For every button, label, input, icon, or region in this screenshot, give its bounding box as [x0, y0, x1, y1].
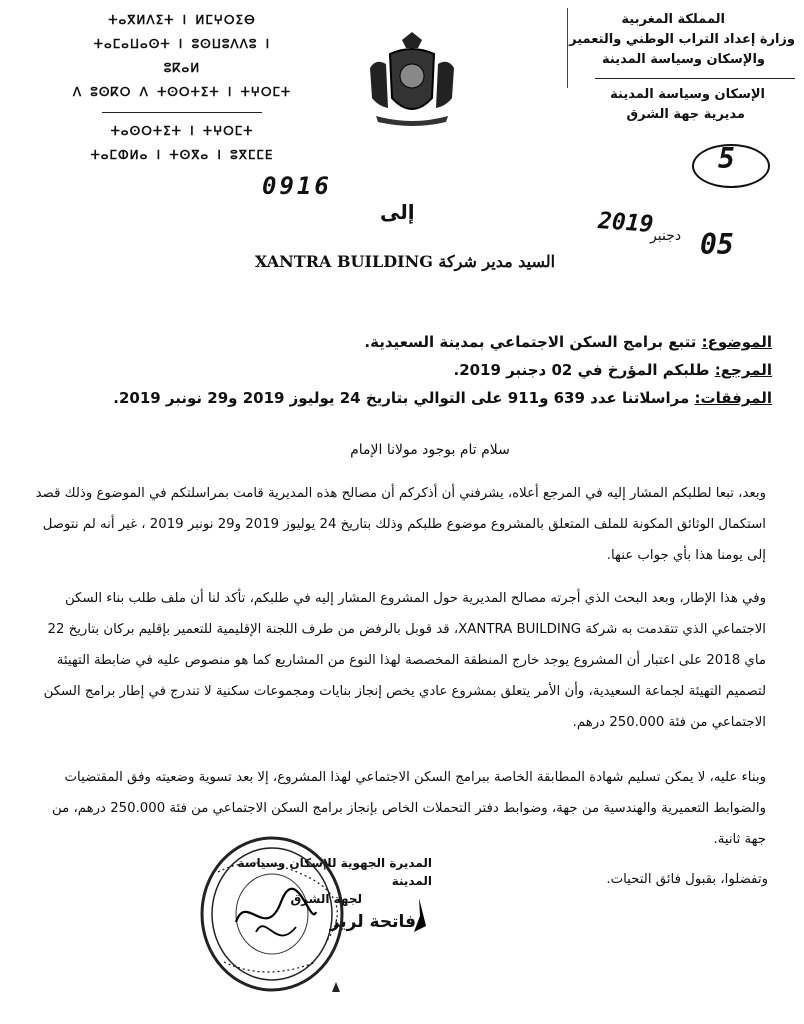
header-divider-left [102, 112, 262, 113]
ar-header-line-3: والإسكان وسياسة المدينة [602, 52, 765, 67]
ref-attachments [72, 384, 772, 412]
arabic-header-block [540, 10, 795, 125]
closing: وتفضلوا، بقبول فائق التحيات. [606, 872, 768, 887]
ref-subject-key: الموضوع: [701, 333, 772, 351]
page-number: 5 [718, 142, 735, 175]
signature-title-line-2: لجهة الشرق [290, 892, 362, 906]
coat-of-arms-icon [362, 28, 462, 128]
paragraph-3: وبناء عليه، لا يمكن تسليم شهادة المطابقة الخاصة ببرامج السكن الاجتماعي لهذا المشروع، إلا بعد تسوية وضعيته وفق المقتضيات والضوابط التعميرية والهندسية من جهة، وضوابط دفتر التحملات الخاص بإنجاز برامج السكن الاجتماعي من فئة 250.000 درهم، من جهة ثانية. [52, 770, 766, 847]
ref-reference-key: المرجع: [714, 361, 772, 379]
tif-line-1: ⵜⴰⴳⵍⴷⵉⵜ ⵏ ⵍⵎⵖⵔⵉⴱ [108, 13, 256, 27]
ar-header-line-2: وزارة إعداد التراب الوطني والتعمير [569, 32, 795, 47]
ref-reference [72, 356, 772, 384]
reference-number: 0916 [262, 172, 332, 200]
greeting: سلام تام بوجود مولانا الإمام [350, 442, 510, 458]
date-day: 05 [700, 228, 734, 261]
ar-header-line-5: مديرية جهة الشرق [626, 107, 745, 122]
tif-line-2: ⵜⴰⵎⴰⵡⴰⵙⵜ ⵏ ⵓⵙⵡⵓⴷⴷⵓ ⵏ ⵓⴽⴰⵍ [93, 37, 271, 75]
ref-attachments-key: المرفقات: [694, 389, 772, 407]
paragraph-1: وبعد، تبعا لطلبكم المشار إليه في المرجع أعلاه، يشرفني أن أذكركم أن مصالح هذه المديرية قامت بمراسلتكم في الموضوع وذلك قصد استكمال الوثائق المكونة للملف المتعلق بالمشروع موضوع طلبكم وذلك بتاريخ 24 يوليوز 2019 و29 نونبر 2019 ، غير أنه لم نتوصل إلى يومنا هذا بأي جواب عنها. [35, 486, 766, 563]
header-divider-right [595, 78, 795, 79]
paragraph-2: وفي هذا الإطار، وبعد البحث الذي أجرته مصالح المديرية حول المشروع المشار إليه في طلبكم، تأكد لنا أن ملف طلب بناء السكن الاجتماعي الذي تتقدمت به شركة XANTRA BUILDING، قد قوبل بالرفض من طرف اللجنة الإقليمية للتعمير بإقليم بركان بتاريخ 22 ماي 2018 على اعتبار أن المشروع يوجد خارج المنطقة المخصصة لهذا النوع من المشاريع كما هو منصوص عليه في ضابطة التهيئة لتصميم التهيئة لجماعة السعيدية، وأن الأمر يتعلق بمشروع عادي يخص إنجاز بنايات ومجموعات سكنية لا تندرج في إطار برامج السكن الاجتماعي من فئة 250.000 درهم. [43, 591, 766, 730]
references [72, 328, 772, 412]
ref-subject [72, 328, 772, 356]
ref-reference-value: طلبكم المؤرخ في 02 دجنبر 2019. [453, 361, 715, 379]
tif-line-3: ⴷ ⵓⵙⴽⵔ ⴷ ⵜⵙⵔⵜⵉⵜ ⵏ ⵜⵖⵔⵎⵜ [72, 85, 292, 99]
signature-name: فاتحة لريز [329, 912, 416, 932]
tifinagh-header [72, 8, 292, 167]
recipient: السيد مدير شركة XANTRA BUILDING [254, 252, 556, 271]
margin-line [567, 8, 568, 88]
signature-title-line-1: المديرة الجهوية للإسكان وسياسة المدينة [237, 856, 432, 888]
ar-header-line-4: الإسكان وسياسة المدينة [610, 87, 765, 102]
date-month: دجنبر [650, 228, 682, 244]
ref-attachments-value: مراسلاتنا عدد 639 و911 على التوالي بتاريخ 24 يوليوز 2019 و29 نونبر 2019. [113, 389, 695, 407]
tif-line-5: ⵜⴰⵎⵀⵍⴰ ⵏ ⵜⵙⴳⴰ ⵏ ⵓⴳⵎⵎⴹ [90, 148, 274, 162]
to-label: إلى [380, 200, 415, 224]
tif-line-4: ⵜⴰⵙⵔⵜⵉⵜ ⵏ ⵜⵖⵔⵎⵜ [110, 124, 254, 138]
ar-header-line-1: المملكة المغربية [621, 12, 725, 27]
official-stamp [196, 832, 348, 996]
signature-flourish [404, 896, 434, 936]
ref-subject-value: تتبع برامج السكن الاجتماعي بمدينة السعيدية. [364, 333, 702, 351]
date-year: 2019 [597, 208, 655, 238]
